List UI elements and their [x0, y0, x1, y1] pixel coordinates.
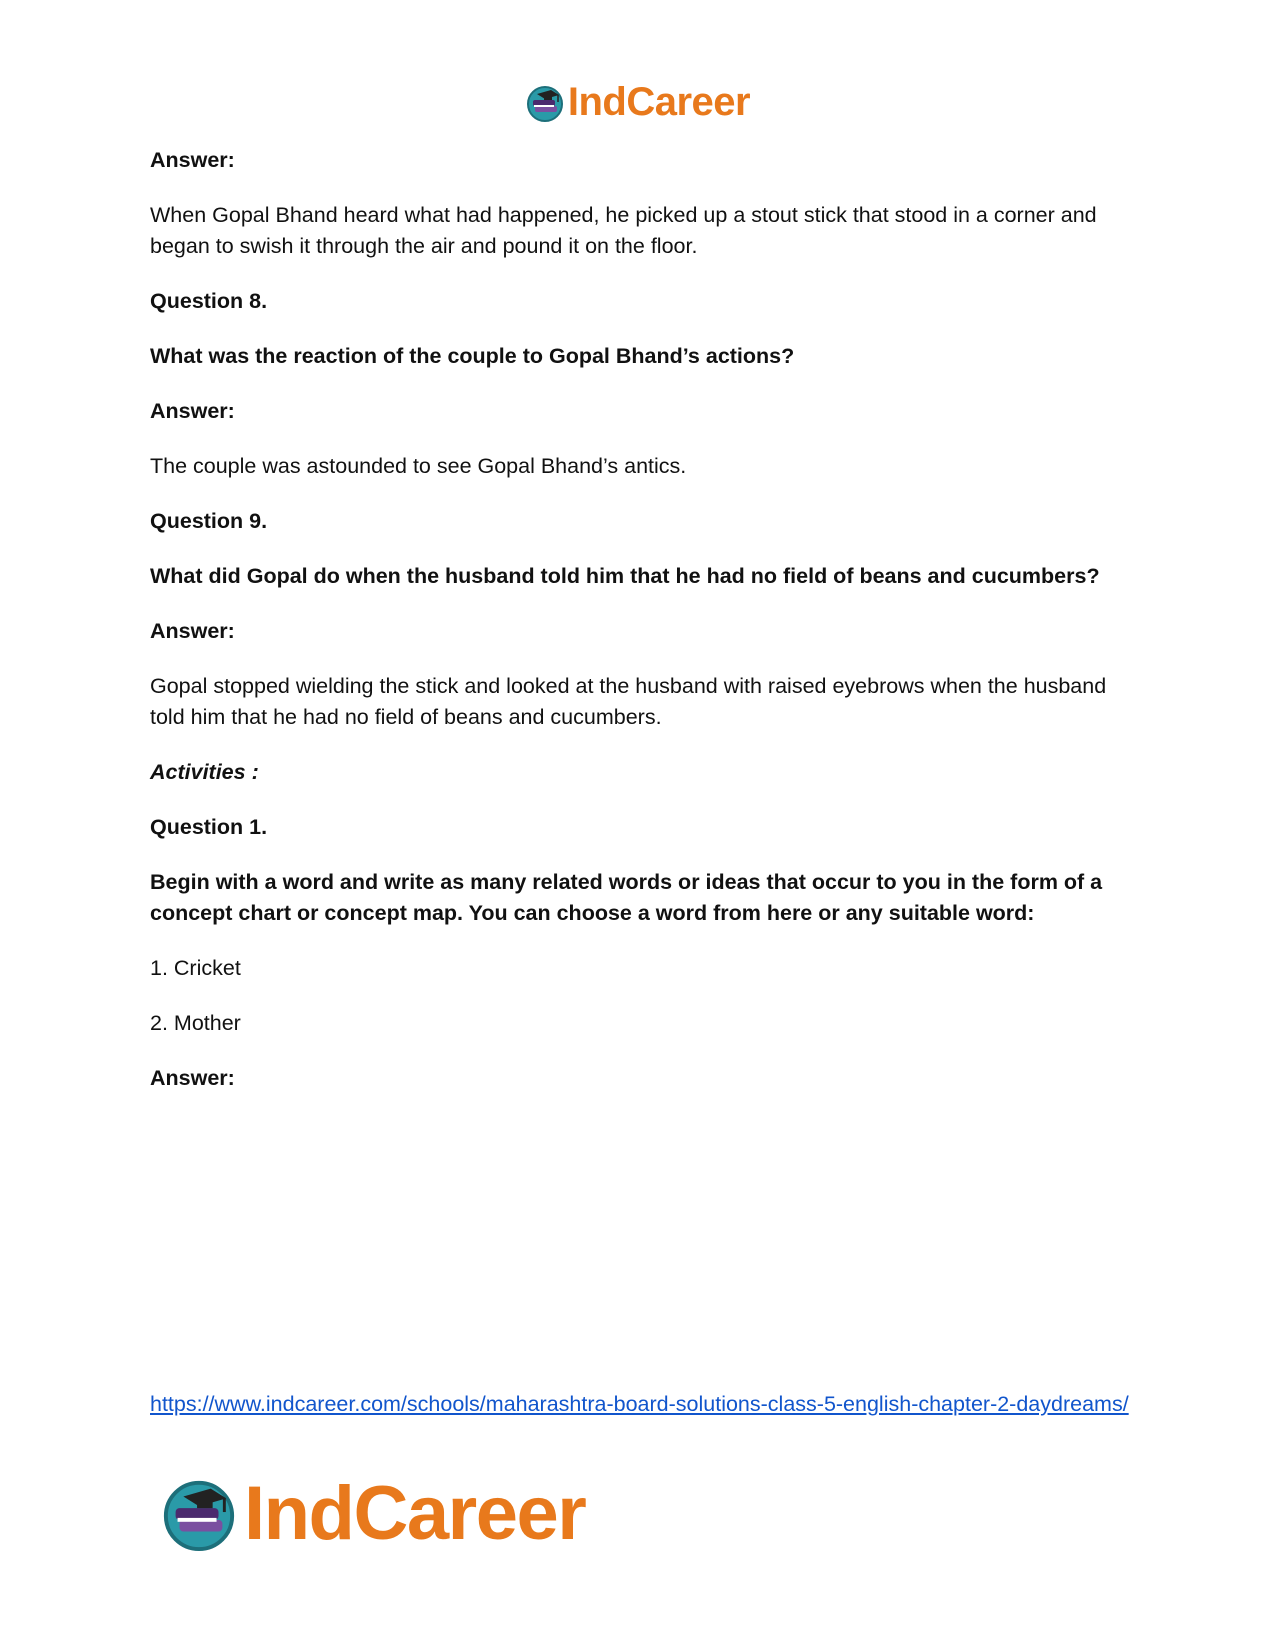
answer-text: The couple was astounded to see Gopal Bhand’s antics. [150, 454, 687, 478]
list-item: 1. Cricket [150, 956, 241, 980]
answer-text: When Gopal Bhand heard what had happened, he picked up a stout stick that stood in a corner and began to swish it through the air and pound it on the floor. [150, 203, 1097, 258]
list-item: 2. Mother [150, 1011, 241, 1035]
answer-label: Answer: [150, 399, 235, 423]
answer-text: Gopal stopped wielding the stick and looked at the husband with raised eyebrows when the husband told him that he had no field of beans and cucumbers. [150, 674, 1107, 729]
indcareer-logo [525, 80, 750, 125]
activities-heading: Activities : [150, 760, 259, 784]
document-body [150, 145, 1130, 1094]
logo-wordmark: IndCareer [244, 1471, 586, 1556]
question-text: Begin with a word and write as many related words or ideas that occur to you in the form of a concept chart or concept map. You can choose a word from here or any suitable word: [150, 870, 1103, 925]
question-label: Question 9. [150, 509, 268, 533]
answer-label: Answer: [150, 1066, 235, 1090]
question-label: Question 1. [150, 815, 268, 839]
logo-wordmark: IndCareer [567, 80, 751, 124]
globe-book-icon [160, 1475, 238, 1553]
globe-book-icon [525, 83, 565, 123]
question-label: Question 8. [150, 289, 268, 313]
question-text: What did Gopal do when the husband told him that he had no field of beans and cucumbers? [150, 564, 1100, 588]
answer-label: Answer: [150, 148, 235, 172]
source-url-link[interactable]: https://www.indcareer.com/schools/maharashtra-board-solutions-class-5-english-chapter-2-daydreams/ [150, 1392, 1129, 1416]
header-logo [0, 80, 1275, 125]
question-text: What was the reaction of the couple to Gopal Bhand’s actions? [150, 344, 795, 368]
footer-logo [160, 1470, 585, 1557]
answer-label: Answer: [150, 619, 235, 643]
